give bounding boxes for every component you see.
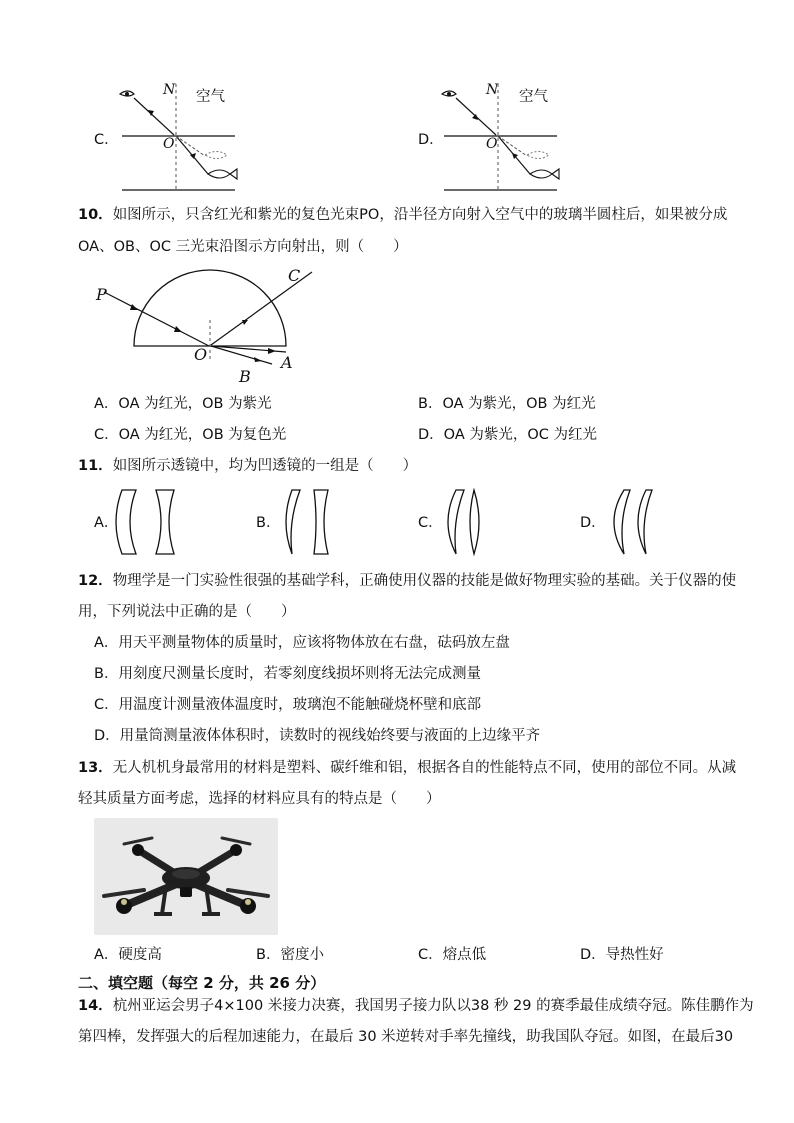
q12-line2: 用，下列说法中正确的是（ ） — [78, 604, 296, 620]
drone-photo — [94, 818, 278, 935]
q9-d-normal-label: N — [486, 82, 499, 98]
q14-text-1: 杭州亚运会男子4×100 米接力决赛，我国男子接力队以38 秒 29 的赛季最佳成绩夺冠。陈佳鹏作为 — [112, 998, 754, 1014]
q10-option-a[interactable]: A．OA 为红光，OB 为紫光 — [94, 396, 272, 412]
q14-line1 — [78, 996, 754, 1016]
q9-d-air-label: 空气 — [519, 89, 548, 105]
q10-label-O: O — [194, 345, 208, 364]
q10-option-c[interactable]: C．OA 为红光，OB 为复色光 — [94, 427, 287, 443]
q9-figure-d — [432, 80, 572, 195]
q9-d-origin-label: O — [486, 136, 498, 152]
q9-c-origin-label: O — [163, 136, 175, 152]
q11-option-b[interactable]: B． — [256, 515, 281, 531]
q11-line — [78, 456, 417, 476]
q9-figure-c — [110, 80, 250, 195]
q13-line2: 轻其质量方面考虑，选择的材料应具有的特点是（ ） — [78, 791, 441, 807]
q11-number: 11． — [78, 458, 113, 474]
q13-text-1: 无人机机身最常用的材料是塑料、碳纤维和铝，根据各自的性能特点不同，使用的部位不同。从减 — [112, 760, 737, 776]
q11-option-c[interactable]: C． — [418, 515, 443, 531]
q14-line2: 第四棒，发挥强大的后程加速能力，在最后 30 米逆转对手率先撞线，助我国队夺冠。如图，在最后30 — [78, 1029, 734, 1045]
q10-label-A: A — [281, 353, 293, 372]
q13-option-c[interactable]: C．熔点低 — [418, 947, 487, 963]
q10-label-P: P — [96, 285, 107, 304]
q11-option-d[interactable]: D． — [580, 515, 606, 531]
q9-c-normal-label: N — [163, 82, 176, 98]
q12-option-d[interactable]: D．用量筒测量液体体积时，读数时的视线始终要与液面的上边缘平齐 — [94, 728, 541, 744]
section-fill-in-title: 二、填空题（每空 2 分，共 26 分） — [78, 974, 326, 992]
q10-option-d[interactable]: D．OA 为紫光，OC 为红光 — [418, 427, 597, 443]
q11-lens-set-a — [118, 488, 188, 558]
q10-text-1: 如图所示，只含红光和紫光的复色光束PO，沿半径方向射入空气中的玻璃半圆柱后，如果被分成 — [112, 207, 728, 223]
q13-option-a[interactable]: A．硬度高 — [94, 947, 162, 963]
q12-line1 — [78, 571, 736, 591]
q12-option-b[interactable]: B．用刻度尺测量长度时，若零刻度线损坏则将无法完成测量 — [94, 666, 481, 682]
drone-image — [94, 818, 278, 935]
q11-lens-set-b — [278, 488, 348, 558]
q10-number: 10． — [78, 207, 113, 223]
q12-option-a[interactable]: A．用天平测量物体的质量时，应该将物体放在右盘，砝码放左盘 — [94, 635, 510, 651]
q12-text-1: 物理学是一门实验性很强的基础学科，正确使用仪器的技能是做好物理实验的基础。关于仪器的使 — [112, 573, 737, 589]
q13-line1 — [78, 758, 736, 778]
q11-text: 如图所示透镜中，均为凹透镜的一组是（ ） — [112, 458, 418, 474]
q13-option-d[interactable]: D．导热性好 — [580, 947, 664, 963]
q10-option-b[interactable]: B．OA 为紫光，OB 为红光 — [418, 396, 596, 412]
q13-number: 13． — [78, 760, 113, 776]
q11-lens-set-d — [602, 488, 672, 558]
q14-number: 14． — [78, 998, 113, 1014]
q12-number: 12． — [78, 573, 113, 589]
q10-line2: OA、OB、OC 三光束沿图示方向射出，则（ ） — [78, 239, 408, 255]
q13-option-b[interactable]: B．密度小 — [256, 947, 324, 963]
q9-c-air-label: 空气 — [196, 89, 225, 105]
q10-label-C: C — [288, 266, 301, 285]
q9-option-d-letter: D． — [418, 132, 444, 148]
q11-lens-set-c — [440, 488, 510, 558]
q10-line1 — [78, 205, 727, 225]
q10-label-B: B — [239, 367, 251, 386]
q9-option-c-letter: C． — [94, 132, 119, 148]
q11-option-a[interactable]: A． — [94, 515, 119, 531]
q12-option-c[interactable]: C．用温度计测量液体温度时，玻璃泡不能触碰烧杯壁和底部 — [94, 697, 482, 713]
